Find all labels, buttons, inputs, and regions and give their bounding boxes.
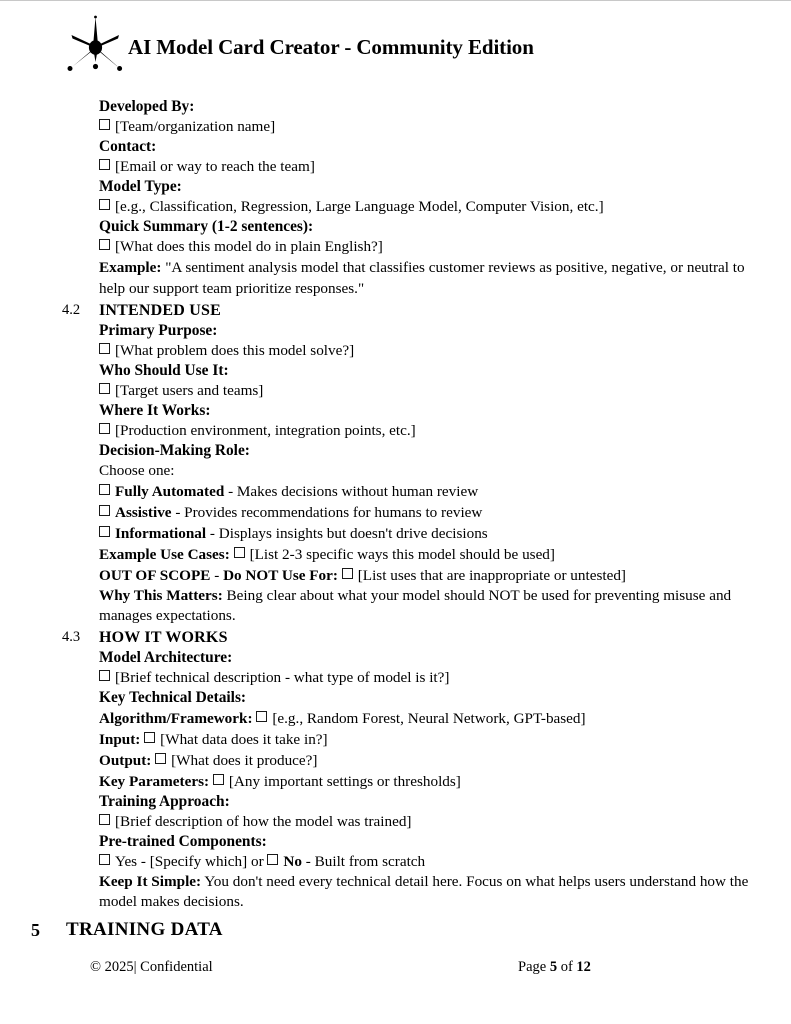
primary-purpose-placeholder: [What problem does this model solve?]	[115, 342, 355, 359]
field-contact	[0, 137, 791, 157]
field-out-of-scope	[0, 565, 791, 586]
field-quick-summary	[0, 217, 791, 237]
algorithm-label: Algorithm/Framework:	[99, 710, 253, 727]
why-matters-label: Why This Matters:	[99, 587, 223, 604]
primary-purpose-label: Primary Purpose:	[99, 322, 218, 339]
developed-by-placeholder: [Team/organization name]	[115, 118, 276, 135]
page-prefix: Page	[518, 959, 550, 975]
keep-simple-label: Keep It Simple:	[99, 873, 202, 890]
keep-it-simple-note	[0, 872, 791, 912]
field-model-architecture-value	[0, 668, 791, 688]
checkbox-model-architecture[interactable]	[99, 670, 110, 681]
checkbox-primary-purpose[interactable]	[99, 343, 110, 354]
checkbox-example-use-cases[interactable]	[234, 547, 245, 558]
section-number-43: 4.3	[62, 629, 81, 645]
checkbox-quick-summary[interactable]	[99, 239, 110, 250]
checkbox-model-type[interactable]	[99, 199, 110, 210]
example-text: "A sentiment analysis model that classifies customer reviews as positive, negative, or neutral to help our support team prioritize responses."	[99, 259, 745, 297]
field-quick-summary-value	[0, 237, 791, 257]
page-current: 5	[549, 959, 558, 975]
option-desc-informational: - Displays insights but doesn't drive decisions	[206, 525, 488, 542]
field-where-it-works-value	[0, 421, 791, 441]
checkbox-pretrained-yes[interactable]	[99, 854, 110, 865]
option-assistive[interactable]	[0, 502, 791, 523]
pretrained-no-rest: - Built from scratch	[301, 853, 426, 870]
checkbox-assistive[interactable]	[99, 505, 110, 516]
section-heading-43	[0, 627, 791, 648]
checkbox-developed-by[interactable]	[99, 119, 110, 130]
keep-simple-text: You don't need every technical detail here. Focus on what helps users understand how the model makes decisions.	[99, 873, 749, 910]
field-who-should-use	[0, 361, 791, 381]
section-title-43: HOW IT WORKS	[99, 629, 228, 646]
section-title-5: TRAINING DATA	[66, 919, 223, 940]
quick-summary-label: Quick Summary (1-2 sentences):	[99, 218, 314, 235]
checkbox-out-of-scope[interactable]	[342, 568, 353, 579]
checkbox-informational[interactable]	[99, 526, 110, 537]
field-model-type	[0, 177, 791, 197]
model-architecture-label: Model Architecture:	[99, 649, 233, 666]
checkbox-contact[interactable]	[99, 159, 110, 170]
where-it-works-placeholder: [Production environment, integration points, etc.]	[115, 422, 416, 439]
field-developed-by-value	[0, 117, 791, 137]
output-placeholder: [What does it produce?]	[171, 752, 318, 769]
model-architecture-placeholder: [Brief technical description - what type of model is it?]	[115, 669, 450, 686]
checkbox-fully-automated[interactable]	[99, 484, 110, 495]
document-body	[0, 97, 791, 943]
out-of-scope-label2: Do NOT Use For:	[223, 567, 338, 584]
page-title: AI Model Card Creator - Community Edition	[128, 34, 534, 59]
key-parameters-placeholder: [Any important settings or thresholds]	[228, 773, 461, 790]
field-where-it-works	[0, 401, 791, 421]
section-title-42: INTENDED USE	[99, 302, 221, 319]
option-informational[interactable]	[0, 523, 791, 544]
pretrained-yes-text: Yes - [Specify which]	[115, 853, 248, 870]
field-output	[0, 750, 791, 771]
checkbox-algorithm[interactable]	[256, 711, 267, 722]
choose-one-text: Choose one:	[99, 462, 175, 479]
key-technical-details-label: Key Technical Details:	[99, 689, 247, 706]
field-primary-purpose	[0, 321, 791, 341]
starburst-icon	[62, 15, 128, 79]
output-label: Output:	[99, 752, 152, 769]
field-example-use-cases	[0, 544, 791, 565]
field-contact-value	[0, 157, 791, 177]
field-developed-by	[0, 97, 791, 117]
checkbox-training-approach[interactable]	[99, 814, 110, 825]
where-it-works-label: Where It Works:	[99, 402, 211, 419]
example-note	[0, 257, 791, 299]
checkbox-key-parameters[interactable]	[213, 774, 224, 785]
field-primary-purpose-value	[0, 341, 791, 361]
section-number-5: 5	[31, 920, 40, 940]
why-this-matters-note	[0, 586, 791, 626]
out-of-scope-label: OUT OF SCOPE	[99, 567, 211, 584]
input-placeholder: [What data does it take in?]	[160, 731, 328, 748]
key-technical-details-heading	[0, 688, 791, 708]
option-desc-fully-automated: - Makes decisions without human review	[224, 483, 479, 500]
field-model-type-value	[0, 197, 791, 217]
field-training-approach	[0, 792, 791, 812]
field-input	[0, 729, 791, 750]
field-pretrained	[0, 832, 791, 852]
input-label: Input:	[99, 731, 141, 748]
choose-one-note	[0, 461, 791, 481]
field-key-parameters	[0, 771, 791, 792]
document-header	[62, 15, 534, 79]
page-total: 12	[576, 959, 591, 975]
contact-label: Contact:	[99, 138, 157, 155]
field-decision-role	[0, 441, 791, 461]
option-fully-automated[interactable]	[0, 481, 791, 502]
footer-pagination	[518, 959, 591, 976]
option-label-informational: Informational	[115, 525, 207, 542]
quick-summary-placeholder: [What does this model do in plain English?]	[115, 238, 383, 255]
section-heading-42	[0, 300, 791, 321]
pretrained-no-label: No	[283, 853, 302, 870]
key-parameters-label: Key Parameters:	[99, 773, 210, 790]
checkbox-output[interactable]	[155, 753, 166, 764]
checkbox-who-should-use[interactable]	[99, 383, 110, 394]
field-model-architecture	[0, 648, 791, 668]
section-number-42: 4.2	[62, 302, 81, 318]
developed-by-label: Developed By:	[99, 98, 195, 115]
model-type-placeholder: [e.g., Classification, Regression, Large Language Model, Computer Vision, etc.]	[115, 198, 604, 215]
algorithm-placeholder: [e.g., Random Forest, Neural Network, GPT-based]	[272, 710, 586, 727]
contact-placeholder: [Email or way to reach the team]	[115, 158, 315, 175]
footer-copyright: © 2025| Confidential	[90, 959, 213, 975]
model-type-label: Model Type:	[99, 178, 182, 195]
checkbox-where-it-works[interactable]	[99, 423, 110, 434]
field-who-should-use-value	[0, 381, 791, 401]
field-pretrained-options	[0, 852, 791, 872]
page-footer	[0, 959, 791, 983]
option-desc-assistive: - Provides recommendations for humans to review	[171, 504, 483, 521]
section-heading-5	[0, 917, 791, 943]
pretrained-label: Pre-trained Components:	[99, 833, 267, 850]
pretrained-or-text: or	[247, 853, 268, 870]
who-should-use-label: Who Should Use It:	[99, 362, 229, 379]
who-should-use-placeholder: [Target users and teams]	[115, 382, 264, 399]
out-of-scope-placeholder: [List uses that are inappropriate or untested]	[357, 567, 626, 584]
field-training-approach-value	[0, 812, 791, 832]
training-approach-placeholder: [Brief description of how the model was trained]	[115, 813, 412, 830]
option-label-assistive: Assistive	[115, 504, 172, 521]
decision-role-label: Decision-Making Role:	[99, 442, 250, 459]
field-algorithm	[0, 708, 791, 729]
example-use-cases-placeholder: [List 2-3 specific ways this model should be used]	[249, 546, 555, 563]
example-use-cases-label: Example Use Cases:	[99, 546, 230, 563]
out-of-scope-dash: -	[210, 567, 224, 584]
training-approach-label: Training Approach:	[99, 793, 230, 810]
page-mid: of	[557, 959, 577, 975]
checkbox-input[interactable]	[144, 732, 155, 743]
example-label: Example:	[99, 259, 162, 276]
option-label-fully-automated: Fully Automated	[115, 483, 225, 500]
why-matters-text: Being clear about what your model should NOT be used for preventing misuse and manages expectations.	[99, 587, 732, 624]
checkbox-pretrained-no[interactable]	[267, 854, 278, 865]
